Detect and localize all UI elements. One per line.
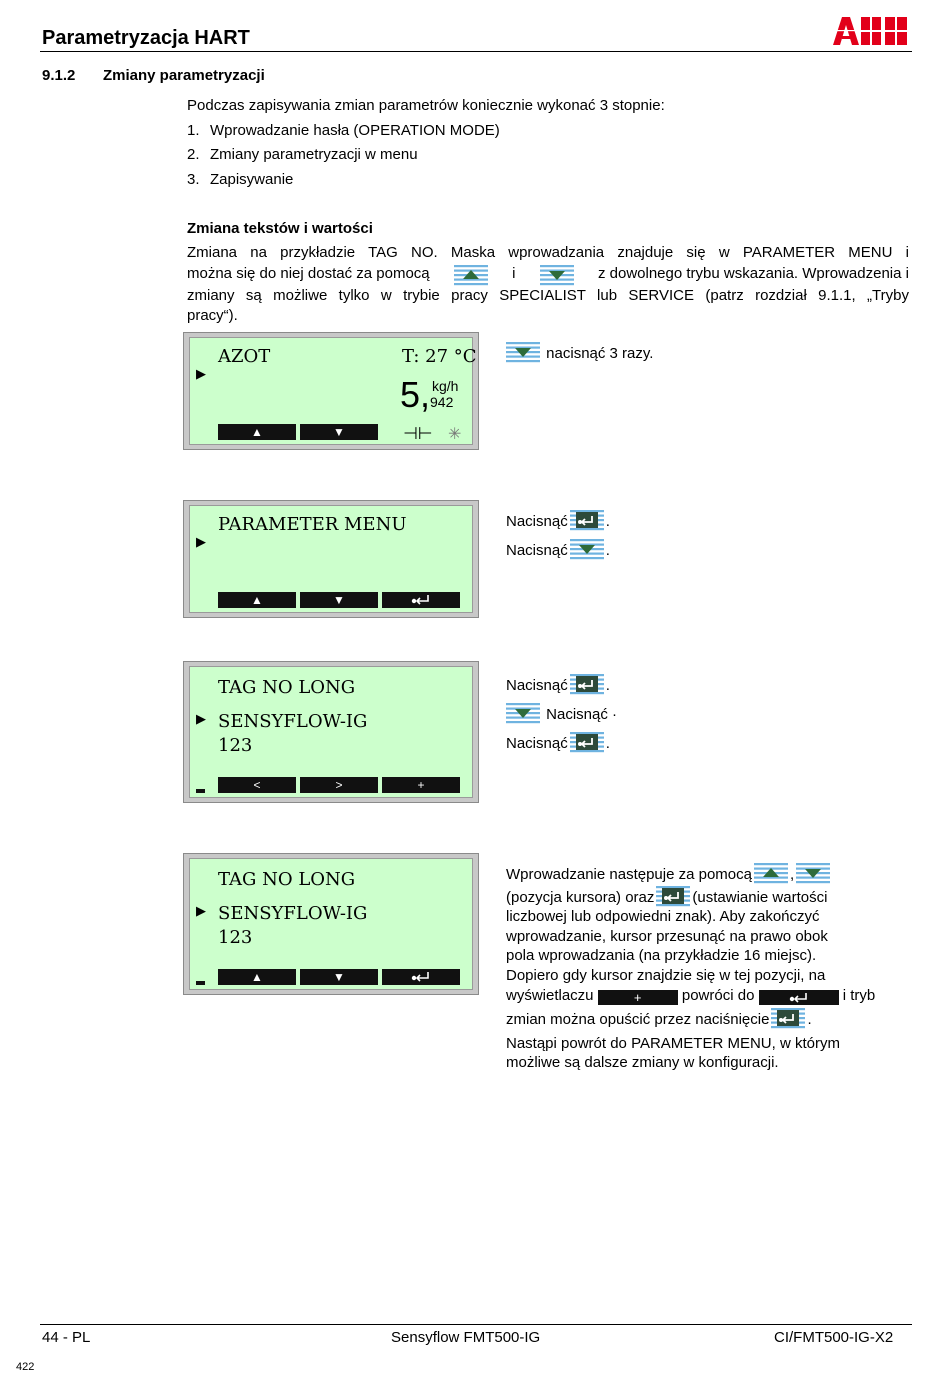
enter-key-icon (771, 1007, 805, 1029)
enter-key-icon (656, 885, 690, 907)
page-number: 422 (16, 1361, 35, 1373)
lcd-field-name: TAG NO LONG (218, 677, 356, 698)
instruction-display-4: Wprowadzanie następuje za pomocą , (pozycja kursora) oraz (ustawianie wartości liczbowej lub odpowiedni znak). Aby zakończyć wprowadzanie, kursor przesunąć na prawo obok pola wprowadzania (na przykładzie 16 miejsc). Dopiero gdy kursor znajdzie się w tej pozycji, na wyświetlaczu + powróci do i tryb zmian można opuścić przez naciśnięcie . Nastąpi powrót do PARAMETER MENU, w którym możliwe są dalsze zmiany w konfiguracji. (506, 862, 911, 1073)
intro-lead: Podczas zapisywania zmian parametrów koniecznie wykonać 3 stopnie: (187, 97, 665, 114)
abb-logo (833, 17, 911, 45)
list-item: 1. Wprowadzanie hasła (OPERATION MODE) (187, 121, 500, 139)
list-item: 2. Zmiany parametryzacji w menu (187, 146, 418, 163)
lcd-flow-integer: 5, (400, 374, 431, 415)
instruction-display-1: nacisnąć 3 razy. (506, 341, 653, 363)
contact-icon: ⊣⊢ (403, 424, 433, 444)
subsection-paragraph: Zmiana na przykładzie TAG NO. Maska wprowadzania znajduje się w PARAMETER MENU i można się do niej dostać za pomocą i z dowolnego trybu wskazania. Wprowadzenia i zmiany są możliwe tylko w trybie pracy SPECIALIST lub SERVICE (patrz rozdział 9.1.1, „Tryby pracy“). (187, 244, 909, 324)
pointer-icon: ▶ (196, 711, 206, 726)
lcd-softkey-left[interactable]: < (218, 777, 296, 793)
lcd-display-operating (183, 332, 479, 450)
enter-key-icon (570, 731, 604, 753)
asterisk-icon: ✳ (448, 426, 462, 443)
lcd-field-value-2: 123 (218, 735, 253, 756)
intro-block (187, 96, 907, 190)
pointer-icon: ▶ (196, 366, 206, 381)
up-key-icon (754, 862, 788, 884)
down-key-icon (570, 538, 604, 560)
pointer-icon: ▶ (196, 534, 206, 549)
instruction-display-3: Nacisnąć . Nacisnąć · Nacisnąć . (506, 671, 617, 758)
lcd-softkey-enter[interactable] (382, 592, 460, 608)
enter-softkey-sample (759, 990, 839, 1005)
lcd-softkey-down[interactable]: ▼ (300, 424, 378, 440)
lcd-softkey-up[interactable]: ▲ (218, 424, 296, 440)
down-key-icon (506, 702, 540, 724)
lcd-field-value-1: SENSYFLOW-IG (218, 903, 368, 924)
header-rule (40, 51, 912, 52)
section-title: Zmiany parametryzacji (103, 67, 265, 84)
enter-icon (788, 991, 810, 1003)
lcd-flow-decimals: 942 (430, 394, 454, 410)
footer-rule (40, 1324, 912, 1325)
lcd-flow-unit: kg/h (432, 378, 459, 394)
lcd-display-parameter-menu (183, 500, 479, 618)
lcd-temperature: T: 27 °C (402, 346, 477, 367)
up-key-icon (454, 264, 488, 286)
page-header-title: Parametryzacja HART (42, 27, 250, 49)
section-number: 9.1.2 (42, 67, 76, 84)
enter-key-icon (570, 673, 604, 695)
plus-softkey-sample: + (598, 990, 678, 1005)
enter-key-icon (570, 509, 604, 531)
lcd-softkey-right[interactable]: > (300, 777, 378, 793)
lcd-softkey-up[interactable]: ▲ (218, 969, 296, 985)
lcd-display-tag-confirm (183, 853, 479, 995)
lcd-softkey-down[interactable]: ▼ (300, 969, 378, 985)
down-key-icon (506, 341, 540, 363)
lcd-field-name: TAG NO LONG (218, 869, 356, 890)
lcd-softkey-enter[interactable] (382, 969, 460, 985)
lcd-softkey-up[interactable]: ▲ (218, 592, 296, 608)
subsection-title: Zmiana tekstów i wartości (187, 220, 373, 237)
enter-icon (410, 970, 432, 982)
list-item: 3. Zapisywanie (187, 170, 294, 188)
footer-product: Sensyflow FMT500-IG (391, 1329, 541, 1346)
pointer-icon: ▶ (196, 903, 206, 918)
cursor-marker (196, 981, 205, 985)
lcd-softkey-down[interactable]: ▼ (300, 592, 378, 608)
down-key-icon (540, 264, 574, 286)
enter-icon (410, 593, 432, 605)
lcd-display-tag-edit (183, 661, 479, 803)
footer-document-id: CI/FMT500-IG-X2 (774, 1329, 894, 1346)
lcd-field-value-1: SENSYFLOW-IG (218, 711, 368, 732)
lcd-field-value-2: 123 (218, 927, 253, 948)
cursor-marker (196, 789, 205, 793)
lcd-softkey-plus[interactable]: + (382, 777, 460, 793)
lcd-menu-title: PARAMETER MENU (218, 514, 407, 535)
footer-page: 44 - PL (42, 1329, 91, 1346)
instruction-display-2: Nacisnąć . Nacisnąć . (506, 507, 610, 565)
down-key-icon (796, 862, 830, 884)
lcd-gas-label: AZOT (218, 346, 271, 367)
